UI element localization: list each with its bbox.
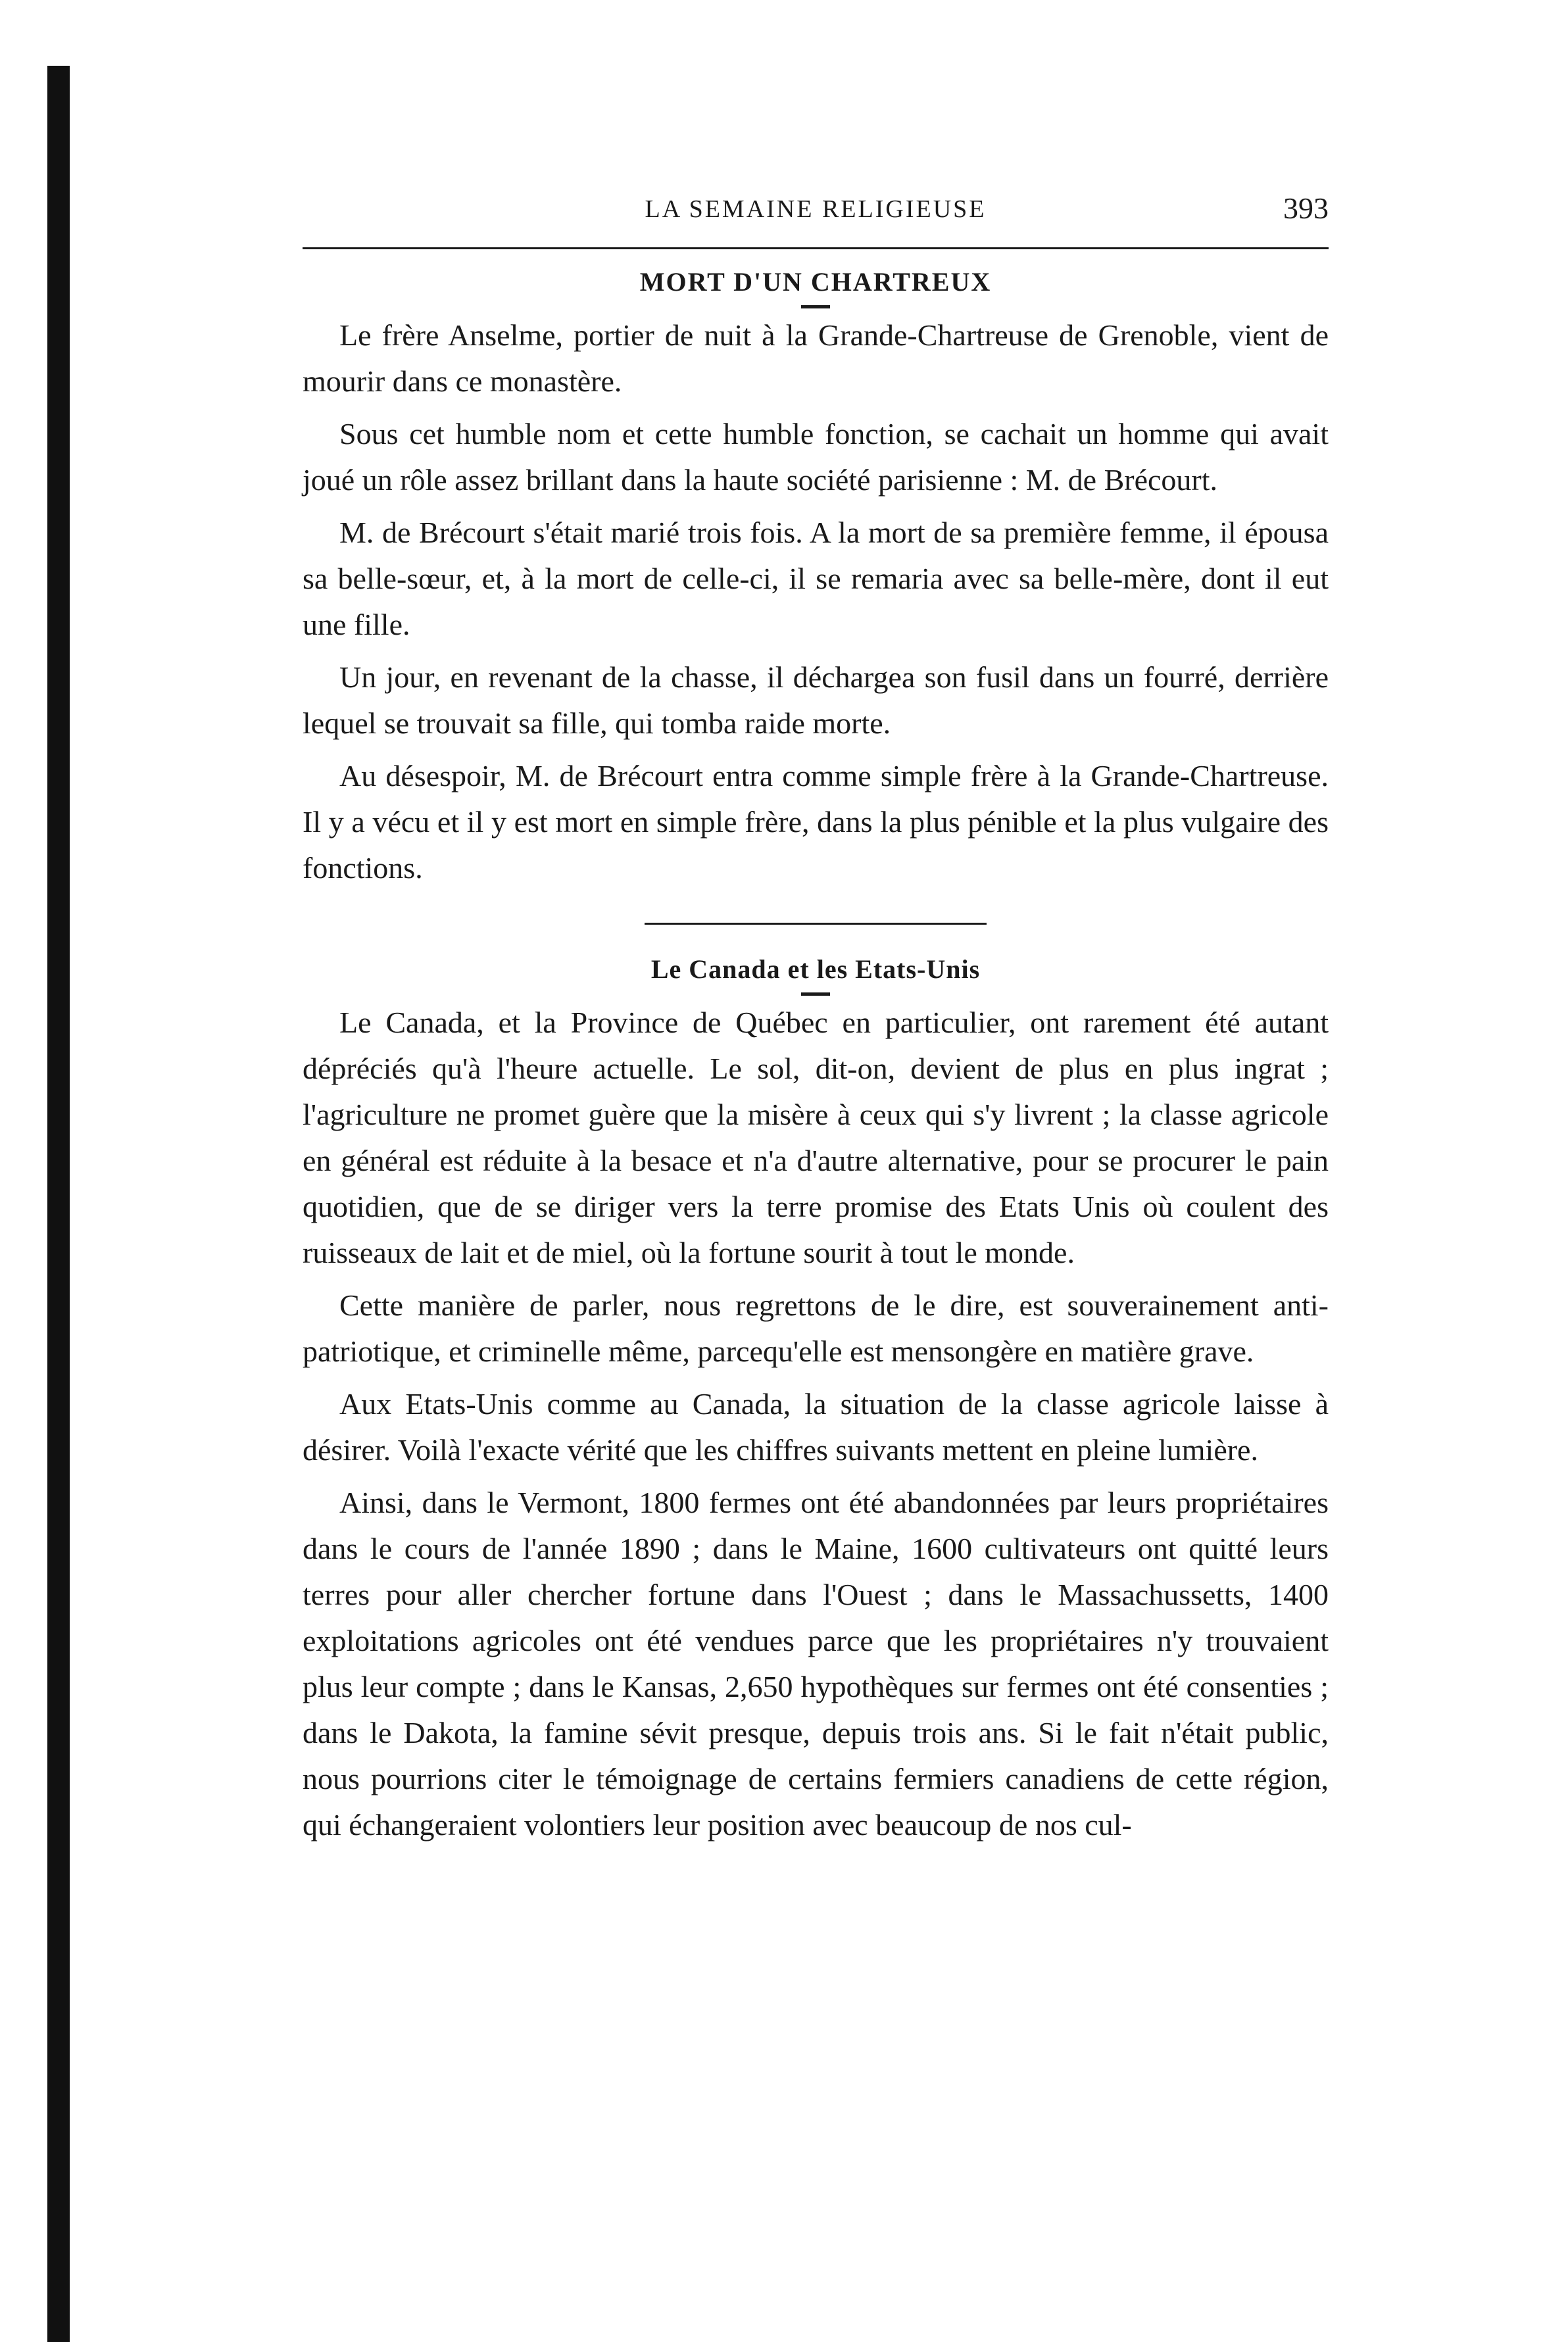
binding-edge [47,66,70,2342]
paragraph: Ainsi, dans le Vermont, 1800 fermes ont été abandonnées par leurs propriétaires dans le cours de l'année 1890 ; dans le Maine, 1600 cultivateurs ont quitté leurs terres pour aller chercher fortune dans l'Ouest ; dans le Massachussetts, 1400 exploitations agricoles ont été vendues parce que les propriétaires n'y trouvaient plus leur compte ; dans le Kansas, 2,650 hypothèques sur fermes ont été consenties ; dans le Dakota, la famine sévit presque, depuis trois ans. Si le fait n'était public, nous pourrions citer le témoignage de certains fermiers canadiens de cette région, qui échangeraient volontiers leur position avec beaucoup de nos cul- [303,1486,1329,1842]
section-divider [645,923,987,925]
article-mort-chartreux [303,266,1329,891]
paragraph: Sous cet humble nom et cette humble fonction, se cachait un homme qui avait joué un rôle assez brillant dans la haute société parisienne : M. de Brécourt. [303,417,1329,497]
title-dash [801,992,830,996]
book-page [303,191,1329,1855]
article-canada-etats-unis [303,954,1329,1848]
article-title: Le Canada et les Etats-Unis [650,954,981,984]
paragraph: Aux Etats-Unis comme au Canada, la situation de la classe agricole laisse à désirer. Voilà l'exacte vérité que les chiffres suivants mettent en pleine lumière. [303,1387,1329,1467]
paragraph: Le frère Anselme, portier de nuit à la Grande-Chartreuse de Grenoble, vient de mourir dans ce monastère. [303,318,1329,398]
running-head [303,191,1329,238]
running-title: LA SEMAINE RELIGIEUSE [645,195,987,223]
header-rule [303,247,1329,249]
title-dash [801,305,830,308]
paragraph: Au désespoir, M. de Brécourt entra comme simple frère à la Grande-Chartreuse. Il y a vécu et il y est mort en simple frère, dans la plus pénible et la plus vulgaire des fonctions. [303,759,1329,885]
article-title: MORT D'UN CHARTREUX [639,267,992,297]
page-number: 393 [1283,191,1329,225]
paragraph: Le Canada, et la Province de Québec en particulier, ont rarement été autant dépréciés qu'à l'heure actuelle. Le sol, dit-on, devient de plus en plus ingrat ; l'agriculture ne promet guère que la misère à ceux qui s'y livrent ; la classe agricole en général est réduite à la besace et n'a d'autre alternative, pour se procurer le pain quotidien, que de se diriger vers la terre promise des Etats Unis où coulent des ruisseaux de lait et de miel, où la fortune sourit à tout le monde. [303,1006,1329,1269]
paragraph: Cette manière de parler, nous regrettons de le dire, est souverainement anti-patriotique, et criminelle même, parcequ'elle est mensongère en matière grave. [303,1288,1329,1368]
paragraph: M. de Brécourt s'était marié trois fois. A la mort de sa première femme, il épousa sa belle-sœur, et, à la mort de celle-ci, il se remaria avec sa belle-mère, dont il eut une fille. [303,516,1329,641]
paragraph: Un jour, en revenant de la chasse, il déchargea son fusil dans un fourré, derrière lequel se trouvait sa fille, qui tomba raide morte. [303,660,1329,740]
